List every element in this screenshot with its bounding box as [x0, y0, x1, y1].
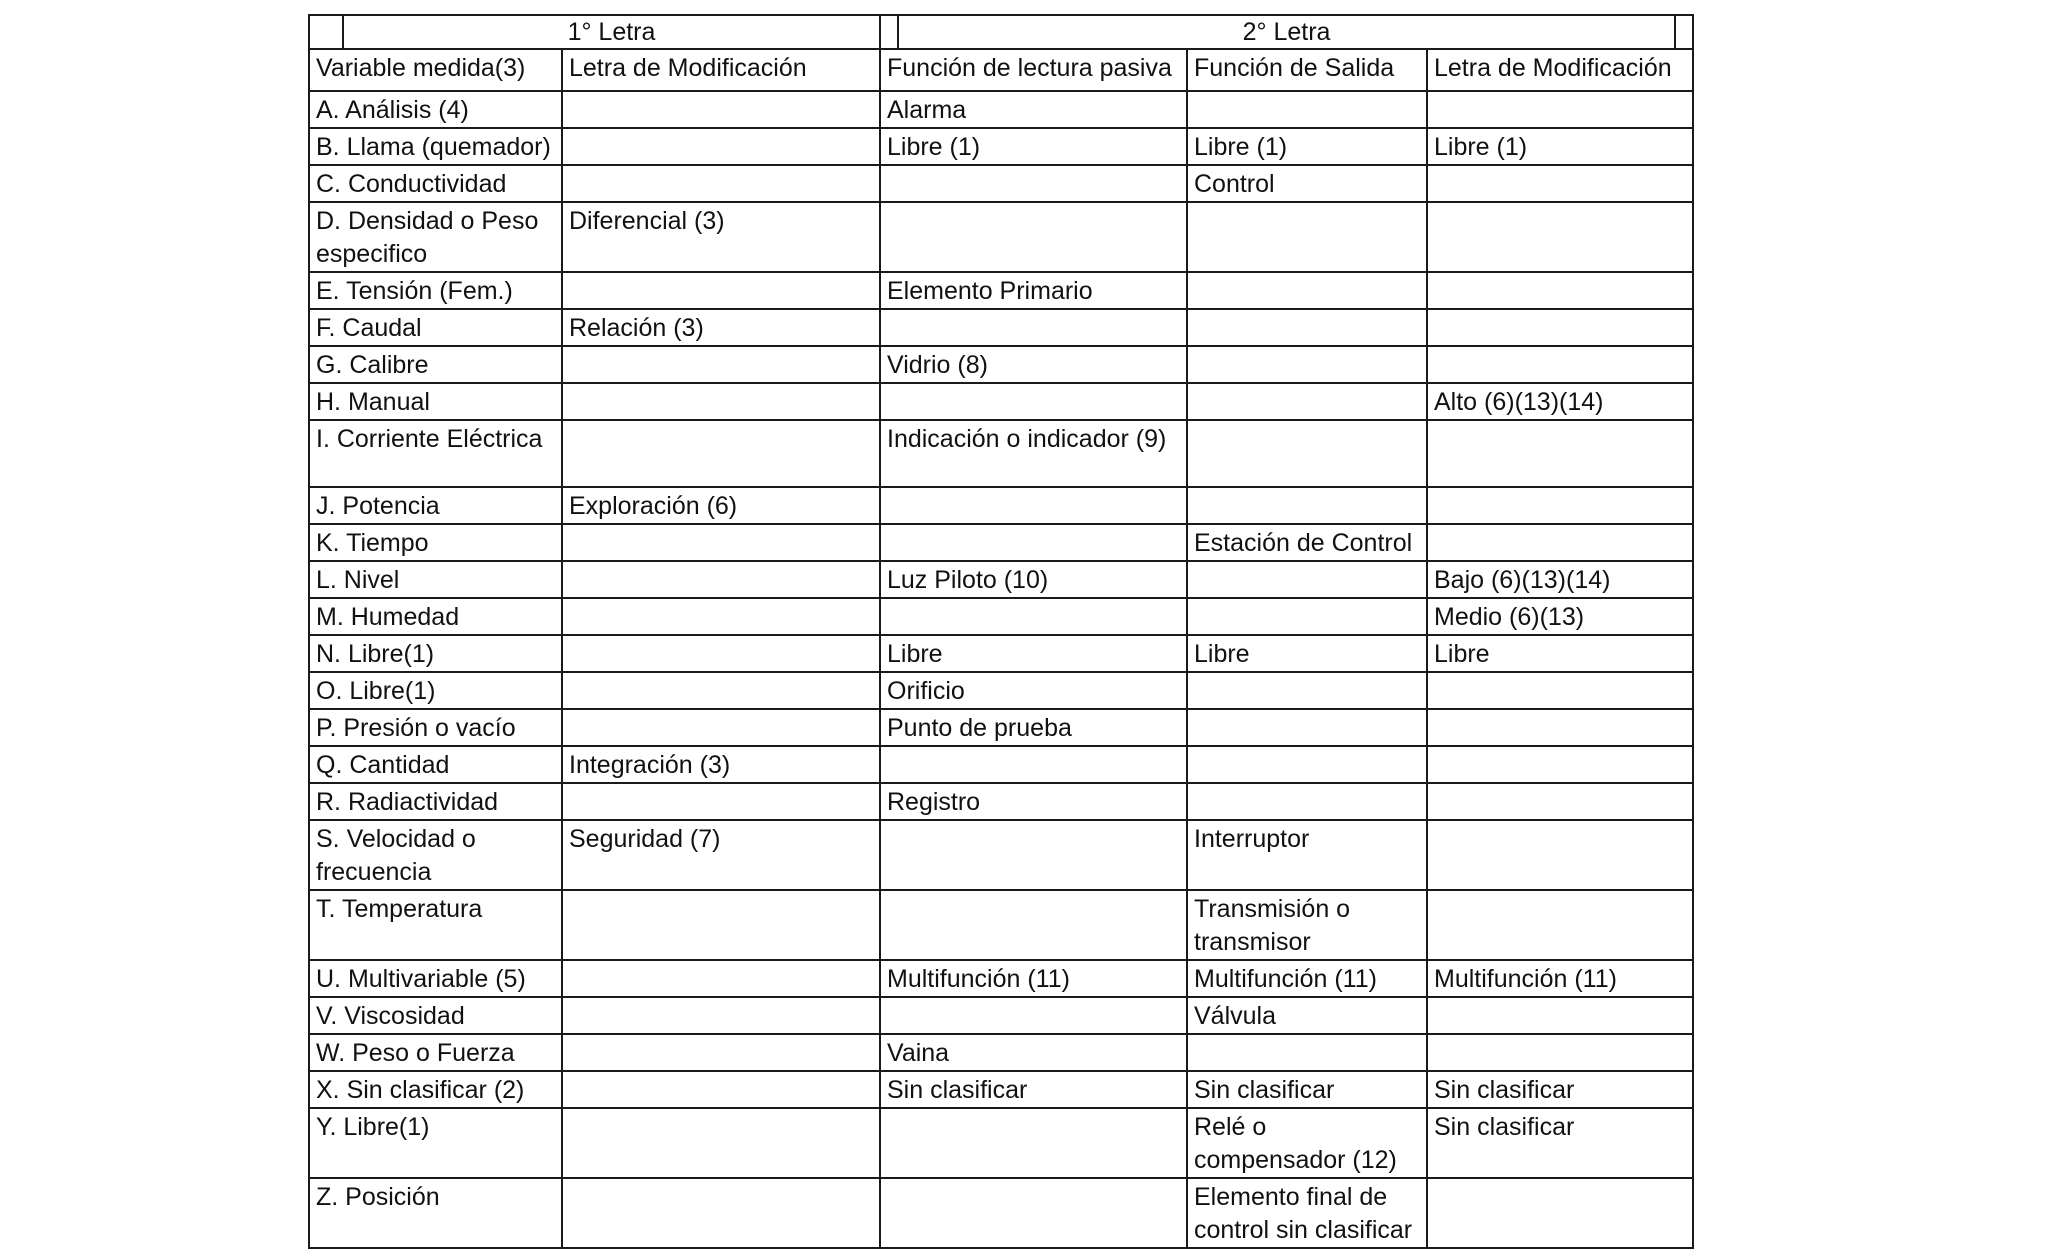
- table-row: [309, 165, 1693, 202]
- table-row: [309, 783, 1693, 820]
- table-row: [309, 128, 1693, 165]
- table-cell: N. Libre(1): [309, 635, 562, 672]
- table-row: [309, 598, 1693, 635]
- table-row: [309, 272, 1693, 309]
- table-row: [309, 487, 1693, 524]
- table-cell: Luz Piloto (10): [880, 561, 1187, 598]
- table-cell: Sin clasificar: [1427, 1071, 1693, 1108]
- group-header-row: [309, 15, 1693, 49]
- table-cell: [1427, 309, 1693, 346]
- table-cell: [562, 635, 880, 672]
- table-cell: T. Temperatura: [309, 890, 562, 960]
- table-cell: [1427, 346, 1693, 383]
- table-body: [309, 91, 1693, 1248]
- table-cell: [1427, 420, 1693, 487]
- table-row: [309, 524, 1693, 561]
- table-cell: I. Corriente Eléctrica: [309, 420, 562, 487]
- table-cell: Vaina: [880, 1034, 1187, 1071]
- table-cell: [562, 346, 880, 383]
- table-cell: [562, 709, 880, 746]
- table-cell: Vidrio (8): [880, 346, 1187, 383]
- table-cell: [562, 91, 880, 128]
- table-cell: Y. Libre(1): [309, 1108, 562, 1178]
- table-row: [309, 997, 1693, 1034]
- table-cell: B. Llama (quemador): [309, 128, 562, 165]
- table-cell: L. Nivel: [309, 561, 562, 598]
- table-cell: R. Radiactividad: [309, 783, 562, 820]
- table-cell: Punto de prueba: [880, 709, 1187, 746]
- table-cell: [880, 309, 1187, 346]
- table-cell: [1427, 202, 1693, 272]
- table-cell: W. Peso o Fuerza: [309, 1034, 562, 1071]
- table-cell: Diferencial (3): [562, 202, 880, 272]
- table-cell: [880, 997, 1187, 1034]
- table-cell: [562, 672, 880, 709]
- instrument-letter-table: [308, 14, 1694, 1249]
- table-cell: [562, 1071, 880, 1108]
- table-cell: [1187, 561, 1427, 598]
- table-cell: [562, 598, 880, 635]
- table-cell: O. Libre(1): [309, 672, 562, 709]
- table-cell: [562, 165, 880, 202]
- table-row: [309, 960, 1693, 997]
- table-row: [309, 561, 1693, 598]
- table-cell: [1187, 420, 1427, 487]
- table-cell: Sin clasificar: [1427, 1108, 1693, 1178]
- table-row: [309, 746, 1693, 783]
- table-row: [309, 709, 1693, 746]
- table-cell: [1187, 746, 1427, 783]
- table-row: [309, 346, 1693, 383]
- table-cell: Libre: [1427, 635, 1693, 672]
- table-cell: K. Tiempo: [309, 524, 562, 561]
- table-cell: D. Densidad o Peso especifico: [309, 202, 562, 272]
- table-cell: [1427, 487, 1693, 524]
- table-cell: [562, 997, 880, 1034]
- table-cell: Seguridad (7): [562, 820, 880, 890]
- table-cell: [562, 783, 880, 820]
- table-cell: Elemento final de control sin clasificar: [1187, 1178, 1427, 1248]
- table-cell: [880, 383, 1187, 420]
- table-cell: [1427, 91, 1693, 128]
- table-cell: Interruptor: [1187, 820, 1427, 890]
- table-cell: [1427, 672, 1693, 709]
- table-row: [309, 202, 1693, 272]
- table-row: [309, 1034, 1693, 1071]
- table-cell: Relé o compensador (12): [1187, 1108, 1427, 1178]
- table-cell: [1427, 820, 1693, 890]
- table-cell: [1427, 524, 1693, 561]
- table-cell: [562, 524, 880, 561]
- table-cell: X. Sin clasificar (2): [309, 1071, 562, 1108]
- table-cell: [562, 1034, 880, 1071]
- table-cell: [880, 487, 1187, 524]
- table-cell: [880, 1108, 1187, 1178]
- table-cell: Estación de Control: [1187, 524, 1427, 561]
- table-row: [309, 635, 1693, 672]
- table-cell: [880, 165, 1187, 202]
- table-cell: Bajo (6)(13)(14): [1427, 561, 1693, 598]
- table-cell: [562, 420, 880, 487]
- table-row: [309, 91, 1693, 128]
- table-row: [309, 890, 1693, 960]
- table-cell: [562, 383, 880, 420]
- table-cell: Z. Posición: [309, 1178, 562, 1248]
- table-cell: F. Caudal: [309, 309, 562, 346]
- table-cell: [1187, 91, 1427, 128]
- table-cell: [1187, 783, 1427, 820]
- table-cell: Q. Cantidad: [309, 746, 562, 783]
- table-cell: Libre: [880, 635, 1187, 672]
- table-cell: [1427, 746, 1693, 783]
- column-header: Función de Salida: [1187, 49, 1427, 91]
- table-cell: [1187, 709, 1427, 746]
- column-header: Variable medida(3): [309, 49, 562, 91]
- table-cell: Registro: [880, 783, 1187, 820]
- table-cell: J. Potencia: [309, 487, 562, 524]
- table-cell: [562, 1108, 880, 1178]
- table-cell: A. Análisis (4): [309, 91, 562, 128]
- table-cell: Alarma: [880, 91, 1187, 128]
- table-cell: [1427, 1034, 1693, 1071]
- group-header-second-label: 2° Letra: [1242, 18, 1331, 46]
- table-cell: C. Conductividad: [309, 165, 562, 202]
- table-cell: [1187, 309, 1427, 346]
- table-cell: Multifunción (11): [880, 960, 1187, 997]
- table-cell: [880, 524, 1187, 561]
- table-cell: [1187, 672, 1427, 709]
- table-cell: S. Velocidad o frecuencia: [309, 820, 562, 890]
- table-cell: [1187, 598, 1427, 635]
- table-cell: Integración (3): [562, 746, 880, 783]
- table-cell: Orificio: [880, 672, 1187, 709]
- table-cell: Indicación o indicador (9): [880, 420, 1187, 487]
- table-cell: Alto (6)(13)(14): [1427, 383, 1693, 420]
- column-header: Letra de Modificación: [1427, 49, 1693, 91]
- column-header: Letra de Modificación: [562, 49, 880, 91]
- table-cell: [562, 561, 880, 598]
- table-cell: Multifunción (11): [1187, 960, 1427, 997]
- table-cell: Sin clasificar: [880, 1071, 1187, 1108]
- table-cell: [1187, 272, 1427, 309]
- table-cell: G. Calibre: [309, 346, 562, 383]
- table-cell: Libre: [1187, 635, 1427, 672]
- table-cell: [1187, 202, 1427, 272]
- table-cell: E. Tensión (Fem.): [309, 272, 562, 309]
- table-cell: Relación (3): [562, 309, 880, 346]
- table-row: [309, 1071, 1693, 1108]
- table-cell: P. Presión o vacío: [309, 709, 562, 746]
- table-cell: [880, 1178, 1187, 1248]
- table-cell: Libre (1): [880, 128, 1187, 165]
- table-cell: [1427, 997, 1693, 1034]
- table-row: [309, 820, 1693, 890]
- table-cell: [1187, 1034, 1427, 1071]
- table-row: [309, 1108, 1693, 1178]
- table-cell: Multifunción (11): [1427, 960, 1693, 997]
- table-cell: [1187, 487, 1427, 524]
- table-cell: [1427, 165, 1693, 202]
- table-cell: Sin clasificar: [1187, 1071, 1427, 1108]
- table-cell: Libre (1): [1427, 128, 1693, 165]
- table-cell: [562, 1178, 880, 1248]
- table-row: [309, 1178, 1693, 1248]
- instrument-letter-table-container: [308, 14, 1692, 1249]
- table-cell: Medio (6)(13): [1427, 598, 1693, 635]
- group-header-second: [880, 15, 1693, 49]
- column-header-row: [309, 49, 1693, 91]
- table-cell: [880, 202, 1187, 272]
- table-cell: [880, 598, 1187, 635]
- table-cell: Control: [1187, 165, 1427, 202]
- table-cell: [1427, 272, 1693, 309]
- table-cell: [562, 272, 880, 309]
- table-cell: V. Viscosidad: [309, 997, 562, 1034]
- group-header-first: [309, 15, 880, 49]
- table-cell: [562, 960, 880, 997]
- table-cell: [880, 890, 1187, 960]
- table-cell: [1427, 1178, 1693, 1248]
- table-cell: [562, 128, 880, 165]
- table-cell: Libre (1): [1187, 128, 1427, 165]
- table-cell: Exploración (6): [562, 487, 880, 524]
- table-row: [309, 672, 1693, 709]
- table-cell: [562, 890, 880, 960]
- table-cell: Válvula: [1187, 997, 1427, 1034]
- table-cell: [1427, 709, 1693, 746]
- table-row: [309, 420, 1693, 487]
- table-cell: [880, 746, 1187, 783]
- table-row: [309, 309, 1693, 346]
- table-cell: M. Humedad: [309, 598, 562, 635]
- table-row: [309, 383, 1693, 420]
- table-cell: [1187, 383, 1427, 420]
- table-cell: [1187, 346, 1427, 383]
- column-header: Función de lectura pasiva: [880, 49, 1187, 91]
- table-cell: [880, 820, 1187, 890]
- group-header-first-label: 1° Letra: [567, 18, 656, 46]
- table-cell: [1427, 783, 1693, 820]
- table-cell: Transmisión o transmisor: [1187, 890, 1427, 960]
- table-cell: Elemento Primario: [880, 272, 1187, 309]
- table-cell: [1427, 890, 1693, 960]
- table-cell: U. Multivariable (5): [309, 960, 562, 997]
- table-cell: H. Manual: [309, 383, 562, 420]
